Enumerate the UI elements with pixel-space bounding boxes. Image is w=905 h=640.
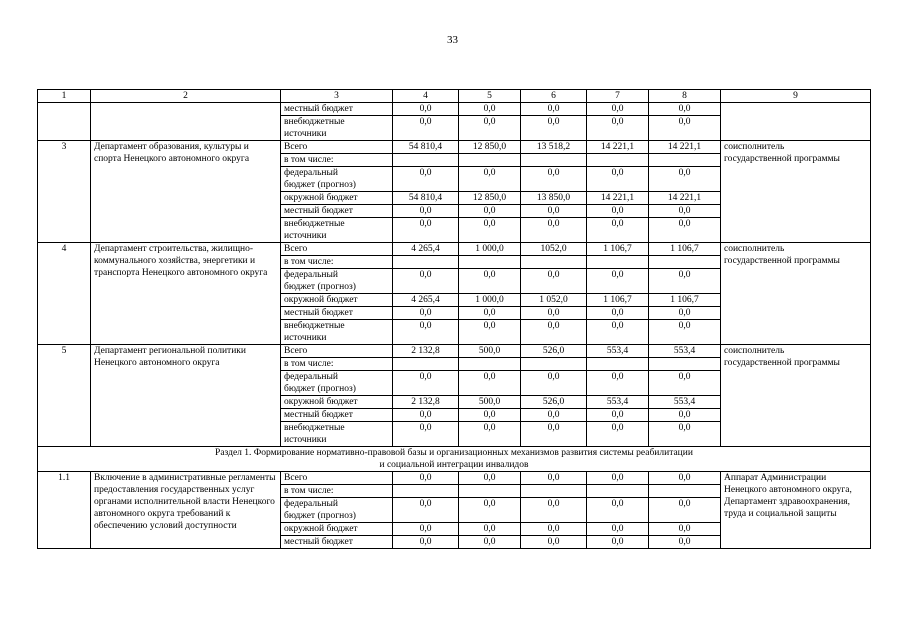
amount-cell: 0,0 [587, 472, 649, 485]
amount-cell: 0,0 [649, 167, 721, 192]
amount-cell: 0,0 [459, 103, 521, 116]
funding-source-label: местный бюджет [281, 536, 393, 549]
table-row [38, 345, 871, 358]
amount-cell: 0,0 [521, 498, 587, 523]
funding-source-label: окружной бюджет [281, 192, 393, 205]
amount-cell: 1 000,0 [459, 243, 521, 256]
amount-cell: 0,0 [587, 218, 649, 243]
funding-source-label: внебюджетные источники [281, 218, 393, 243]
row-number: 4 [38, 243, 91, 345]
amount-cell [649, 154, 721, 167]
funding-source-label: федеральный бюджет (прогноз) [281, 498, 393, 523]
amount-cell: 0,0 [393, 371, 459, 396]
amount-cell: 0,0 [587, 422, 649, 447]
amount-cell: 0,0 [587, 167, 649, 192]
column-number: 5 [459, 90, 521, 103]
amount-cell: 0,0 [649, 472, 721, 485]
amount-cell: 54 810,4 [393, 192, 459, 205]
amount-cell [521, 485, 587, 498]
amount-cell: 1 106,7 [649, 243, 721, 256]
amount-cell [587, 154, 649, 167]
amount-cell [521, 256, 587, 269]
amount-cell: 0,0 [459, 422, 521, 447]
amount-cell: 0,0 [649, 269, 721, 294]
amount-cell: 0,0 [393, 409, 459, 422]
amount-cell: 0,0 [521, 536, 587, 549]
amount-cell: 14 221,1 [649, 192, 721, 205]
table-row [38, 141, 871, 154]
page-number: 33 [447, 34, 458, 46]
amount-cell: 0,0 [521, 167, 587, 192]
funding-source-label: окружной бюджет [281, 523, 393, 536]
amount-cell: 1 052,0 [521, 294, 587, 307]
executor-name: Включение в административные регламенты предоставления государственных услуг органами исполнительной власти Ненецкого автономного округа требований к обеспечению условий доступности [91, 472, 281, 549]
row-number-cell [38, 103, 91, 141]
amount-cell: 0,0 [649, 320, 721, 345]
amount-cell: 0,0 [649, 371, 721, 396]
amount-cell: 0,0 [587, 205, 649, 218]
row-number: 5 [38, 345, 91, 447]
amount-cell: 0,0 [393, 167, 459, 192]
column-number: 9 [721, 90, 871, 103]
amount-cell: 4 265,4 [393, 294, 459, 307]
funding-source-label: местный бюджет [281, 103, 393, 116]
amount-cell: 0,0 [649, 116, 721, 141]
funding-source-label: местный бюджет [281, 307, 393, 320]
amount-cell: 0,0 [521, 116, 587, 141]
executor-name: Департамент строительства, жилищно-коммунального хозяйства, энергетики и транспорта Ненецкого автономного округа [91, 243, 281, 345]
funding-source-label: Всего [281, 345, 393, 358]
amount-cell: 0,0 [521, 269, 587, 294]
amount-cell [587, 256, 649, 269]
amount-cell: 0,0 [649, 536, 721, 549]
amount-cell: 0,0 [393, 269, 459, 294]
amount-cell [393, 358, 459, 371]
funding-source-label: внебюджетные источники [281, 116, 393, 141]
amount-cell: 0,0 [393, 422, 459, 447]
amount-cell: 0,0 [393, 116, 459, 141]
amount-cell: 1 000,0 [459, 294, 521, 307]
amount-cell [459, 358, 521, 371]
amount-cell: 14 221,1 [649, 141, 721, 154]
amount-cell: 0,0 [459, 307, 521, 320]
amount-cell: 0,0 [587, 307, 649, 320]
section-row [38, 447, 871, 472]
column-number: 6 [521, 90, 587, 103]
amount-cell: 0,0 [521, 205, 587, 218]
funding-source-label: окружной бюджет [281, 396, 393, 409]
amount-cell: 0,0 [393, 472, 459, 485]
funding-source-label: федеральный бюджет (прогноз) [281, 167, 393, 192]
amount-cell [649, 485, 721, 498]
executor-role: соисполнитель государственной программы [721, 243, 871, 345]
funding-source-label: окружной бюджет [281, 294, 393, 307]
amount-cell: 0,0 [521, 307, 587, 320]
amount-cell: 0,0 [649, 103, 721, 116]
amount-cell [393, 485, 459, 498]
amount-cell: 0,0 [521, 371, 587, 396]
column-number: 4 [393, 90, 459, 103]
amount-cell: 0,0 [459, 409, 521, 422]
amount-cell: 0,0 [649, 498, 721, 523]
amount-cell: 0,0 [459, 218, 521, 243]
amount-cell: 14 221,1 [587, 141, 649, 154]
executor-name: Департамент региональной политики Ненецкого автономного округа [91, 345, 281, 447]
amount-cell: 0,0 [649, 409, 721, 422]
amount-cell [649, 256, 721, 269]
amount-cell: 0,0 [521, 409, 587, 422]
amount-cell: 4 265,4 [393, 243, 459, 256]
amount-cell: 2 132,8 [393, 345, 459, 358]
amount-cell: 0,0 [521, 523, 587, 536]
amount-cell: 0,0 [587, 409, 649, 422]
funding-source-label: местный бюджет [281, 205, 393, 218]
amount-cell: 0,0 [393, 205, 459, 218]
amount-cell: 12 850,0 [459, 141, 521, 154]
amount-cell: 0,0 [521, 103, 587, 116]
funding-source-label: Всего [281, 472, 393, 485]
amount-cell: 500,0 [459, 345, 521, 358]
amount-cell: 0,0 [459, 472, 521, 485]
executor-name-cell [91, 103, 281, 141]
amount-cell [459, 256, 521, 269]
amount-cell: 0,0 [649, 523, 721, 536]
funding-source-label: местный бюджет [281, 409, 393, 422]
amount-cell: 0,0 [393, 307, 459, 320]
funding-source-label: внебюджетные источники [281, 422, 393, 447]
amount-cell: 0,0 [587, 269, 649, 294]
executor-name: Департамент образования, культуры и спорта Ненецкого автономного округа [91, 141, 281, 243]
amount-cell [521, 154, 587, 167]
budget-table [37, 89, 871, 549]
amount-cell: 0,0 [393, 498, 459, 523]
table-row [38, 472, 871, 485]
amount-cell: 0,0 [587, 116, 649, 141]
amount-cell: 0,0 [459, 320, 521, 345]
funding-source-label: внебюджетные источники [281, 320, 393, 345]
amount-cell [459, 485, 521, 498]
header-row [38, 90, 871, 103]
amount-cell: 0,0 [459, 536, 521, 549]
amount-cell: 13 518,2 [521, 141, 587, 154]
section-title: Раздел 1. Формирование нормативно-правовой базы и организационных механизмов развития системы реабилитации и социальной интеграции инвалидов [38, 447, 871, 472]
amount-cell: 0,0 [587, 371, 649, 396]
amount-cell: 1 106,7 [649, 294, 721, 307]
amount-cell: 12 850,0 [459, 192, 521, 205]
amount-cell: 0,0 [393, 320, 459, 345]
amount-cell: 0,0 [521, 320, 587, 345]
executor-role: соисполнитель государственной программы [721, 345, 871, 447]
amount-cell: 2 132,8 [393, 396, 459, 409]
amount-cell: 553,4 [649, 396, 721, 409]
amount-cell: 0,0 [459, 269, 521, 294]
table-row [38, 243, 871, 256]
amount-cell: 14 221,1 [587, 192, 649, 205]
amount-cell: 0,0 [393, 218, 459, 243]
amount-cell: 0,0 [459, 205, 521, 218]
executor-role: соисполнитель государственной программы [721, 141, 871, 243]
funding-source-label: в том числе: [281, 256, 393, 269]
amount-cell [587, 358, 649, 371]
executor-role: Аппарат Администрации Ненецкого автономного округа, Департамент здравоохранения, труда и социальной защиты [721, 472, 871, 549]
amount-cell: 0,0 [649, 307, 721, 320]
funding-source-label: в том числе: [281, 154, 393, 167]
column-number: 8 [649, 90, 721, 103]
amount-cell: 0,0 [393, 103, 459, 116]
amount-cell: 0,0 [521, 422, 587, 447]
amount-cell: 1052,0 [521, 243, 587, 256]
funding-source-label: федеральный бюджет (прогноз) [281, 371, 393, 396]
amount-cell [649, 358, 721, 371]
amount-cell: 553,4 [649, 345, 721, 358]
amount-cell: 0,0 [459, 116, 521, 141]
amount-cell: 0,0 [649, 205, 721, 218]
column-number: 7 [587, 90, 649, 103]
amount-cell: 0,0 [649, 218, 721, 243]
amount-cell: 0,0 [521, 218, 587, 243]
amount-cell: 0,0 [587, 536, 649, 549]
amount-cell: 553,4 [587, 345, 649, 358]
amount-cell [459, 154, 521, 167]
amount-cell: 553,4 [587, 396, 649, 409]
amount-cell: 0,0 [459, 523, 521, 536]
funding-source-label: Всего [281, 141, 393, 154]
funding-source-label: в том числе: [281, 485, 393, 498]
amount-cell: 500,0 [459, 396, 521, 409]
amount-cell [521, 358, 587, 371]
amount-cell: 0,0 [393, 536, 459, 549]
amount-cell: 0,0 [587, 523, 649, 536]
amount-cell: 526,0 [521, 396, 587, 409]
amount-cell: 13 850,0 [521, 192, 587, 205]
amount-cell [587, 485, 649, 498]
funding-source-label: в том числе: [281, 358, 393, 371]
amount-cell: 54 810,4 [393, 141, 459, 154]
amount-cell: 526,0 [521, 345, 587, 358]
amount-cell: 0,0 [521, 472, 587, 485]
amount-cell: 0,0 [587, 498, 649, 523]
amount-cell: 0,0 [587, 320, 649, 345]
amount-cell: 0,0 [393, 523, 459, 536]
row-number: 1.1 [38, 472, 91, 549]
role-cell [721, 103, 871, 141]
column-number: 2 [91, 90, 281, 103]
column-number: 3 [281, 90, 393, 103]
amount-cell: 0,0 [587, 103, 649, 116]
amount-cell: 0,0 [649, 422, 721, 447]
row-number: 3 [38, 141, 91, 243]
amount-cell: 0,0 [459, 167, 521, 192]
amount-cell: 1 106,7 [587, 243, 649, 256]
table-row [38, 103, 871, 116]
funding-source-label: федеральный бюджет (прогноз) [281, 269, 393, 294]
amount-cell: 0,0 [459, 498, 521, 523]
funding-source-label: Всего [281, 243, 393, 256]
column-number: 1 [38, 90, 91, 103]
amount-cell [393, 154, 459, 167]
amount-cell: 1 106,7 [587, 294, 649, 307]
amount-cell [393, 256, 459, 269]
amount-cell: 0,0 [459, 371, 521, 396]
